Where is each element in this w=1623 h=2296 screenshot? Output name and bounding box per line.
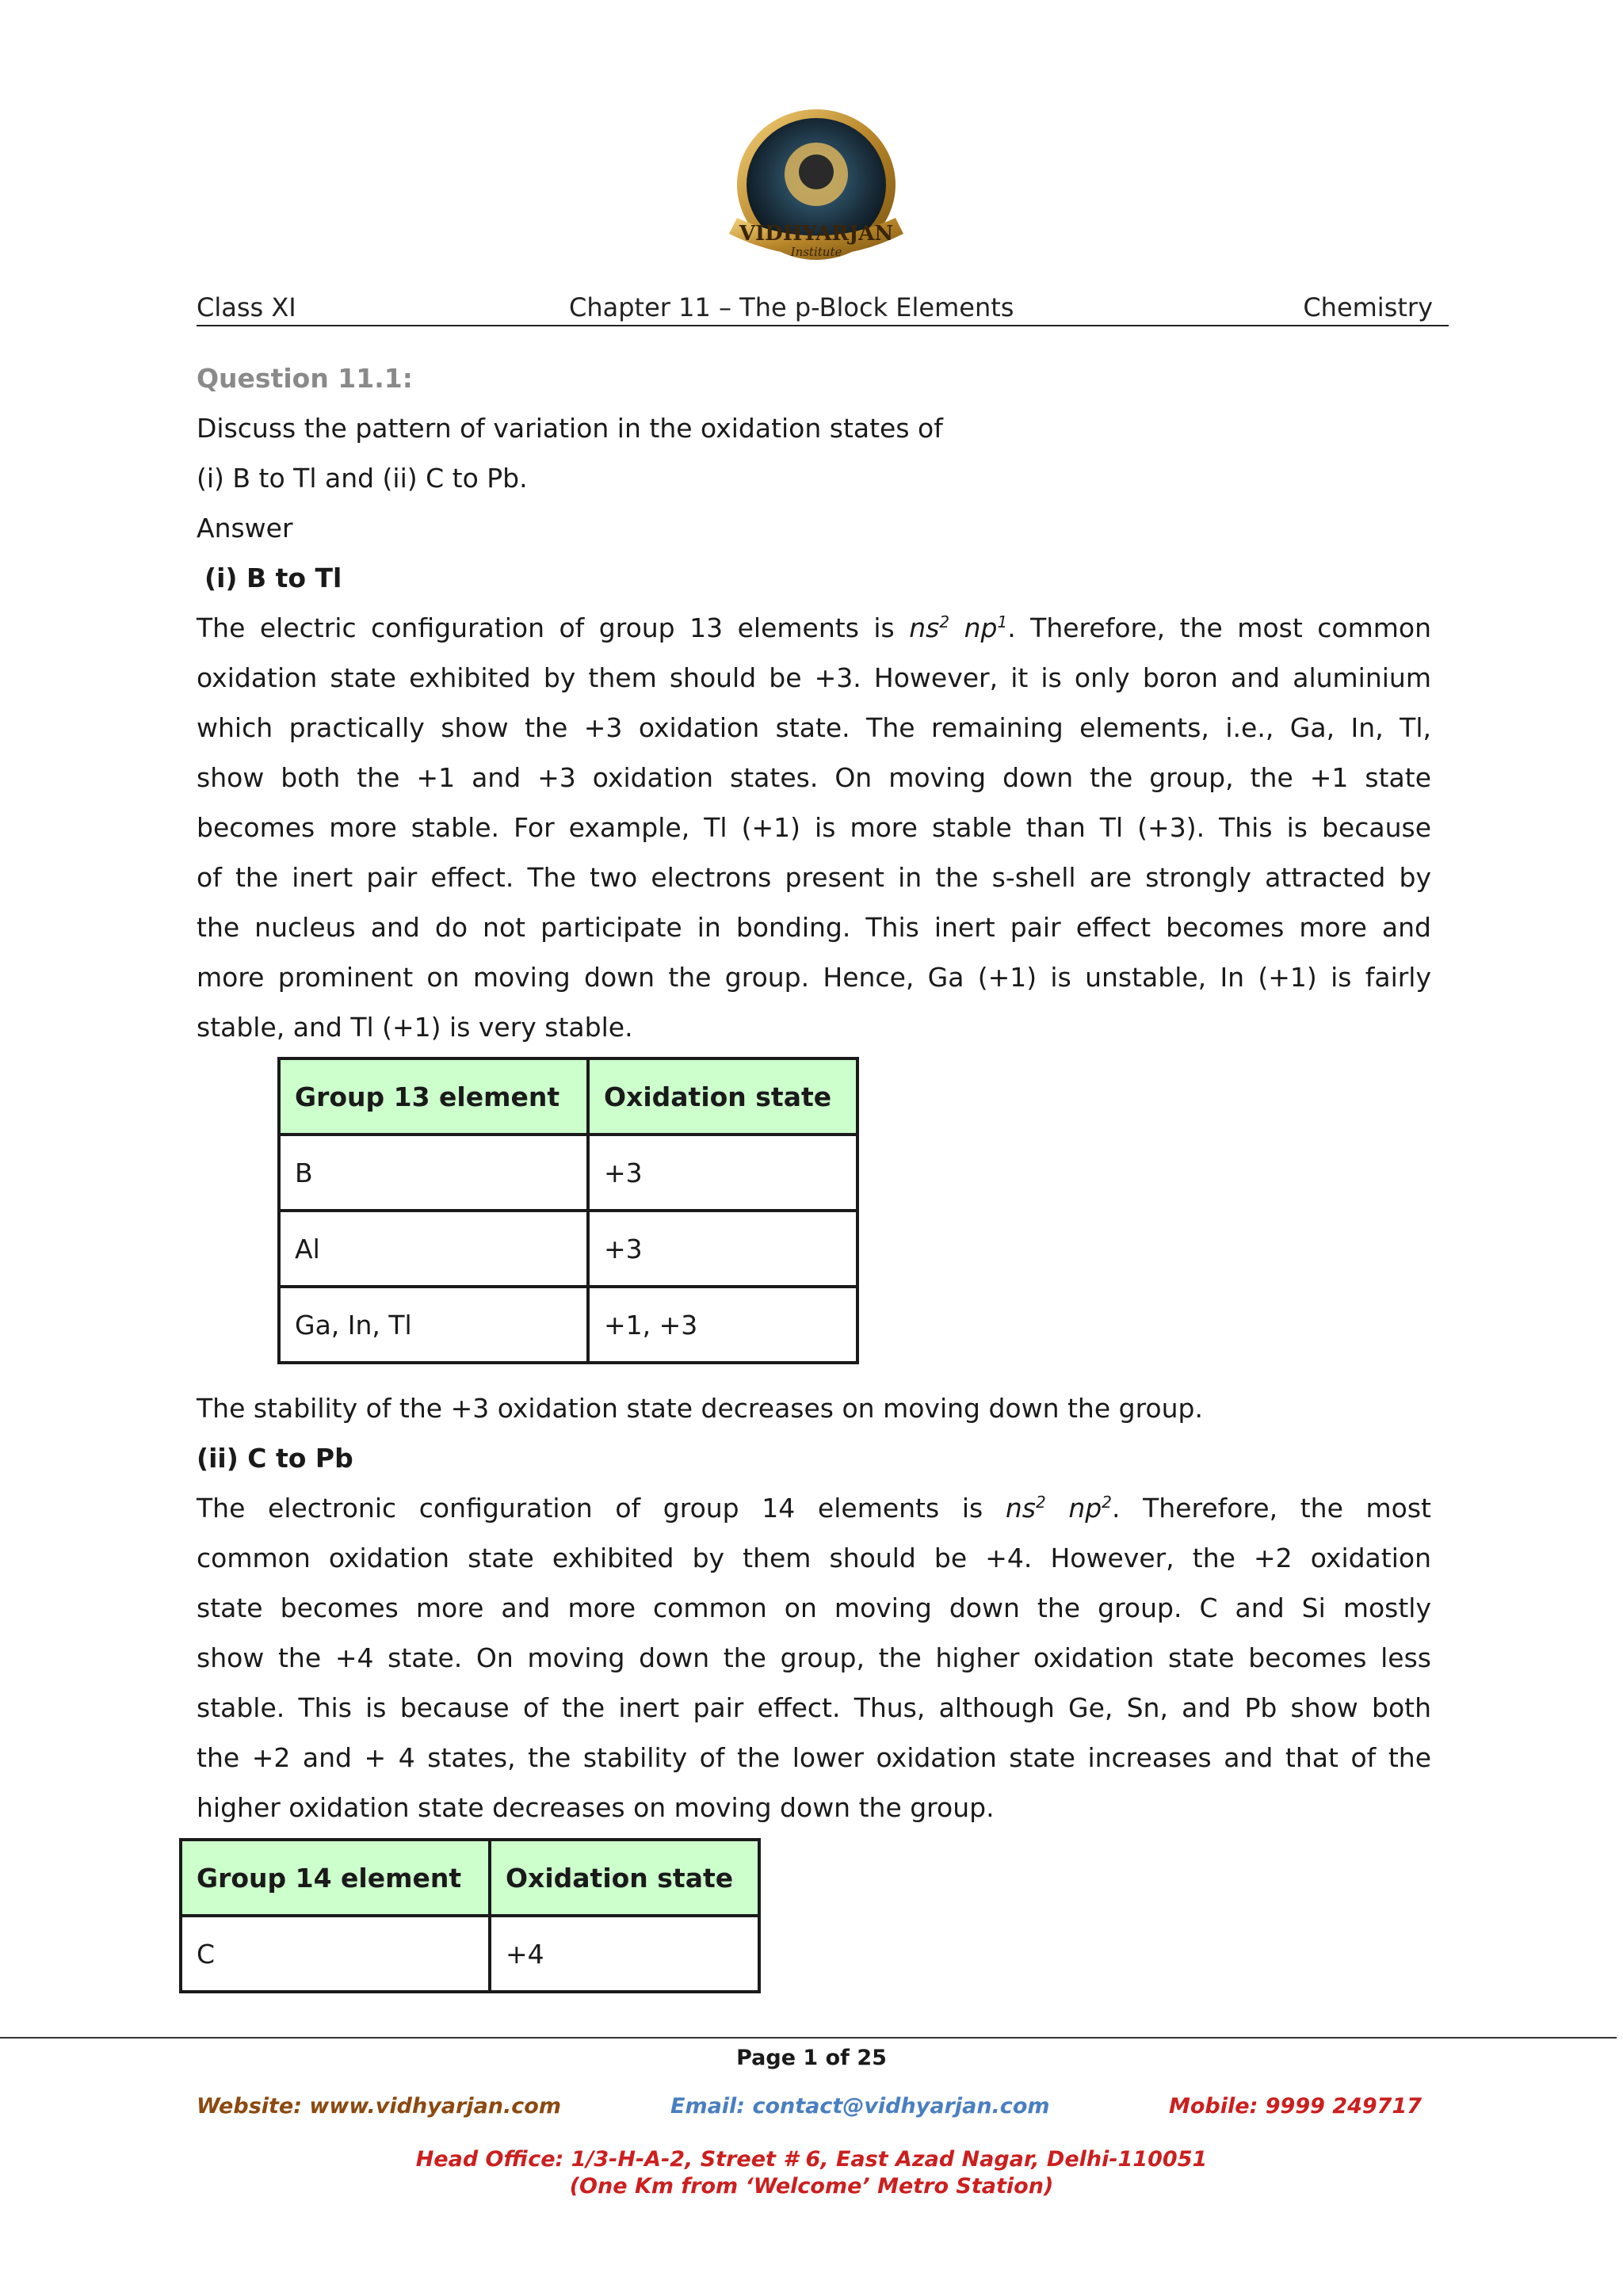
footer-website[interactable]: Website: www.vidhyarjan.com: [197, 2094, 561, 2119]
logo-subtitle: Institute: [790, 245, 842, 259]
part1-line6: of the inert pair effect. The two electrons present in the s-shell are strongly attracted by: [197, 862, 1431, 893]
question-text-line2: (i) B to Tl and (ii) C to Pb.: [197, 463, 528, 494]
logo-name: VIDHYARJAN: [739, 222, 894, 246]
institute-logo: [709, 107, 923, 285]
part2-line3: state becomes more and more common on moving down the group. C and Si mostly: [197, 1592, 1431, 1623]
page-number: Page 1 of 25: [736, 2046, 887, 2070]
table-row: [279, 1287, 857, 1363]
table-header-row: [279, 1058, 857, 1135]
part1-line8: more prominent on moving down the group. Hence, Ga (+1) is unstable, In (+1) is fairly: [197, 962, 1431, 993]
table-header-row: [181, 1840, 759, 1916]
part1-line2: oxidation state exhibited by them should be +3. However, it is only boron and aluminium: [197, 662, 1431, 693]
part1-line7: the nucleus and do not participate in bonding. This inert pair effect becomes more and: [197, 912, 1431, 943]
table-cell: B: [279, 1135, 588, 1211]
part1-line3: which practically show the +3 oxidation state. The remaining elements, i.e., Ga, In, Tl,: [197, 712, 1431, 743]
table-cell: +4: [490, 1916, 759, 1992]
header-divider: [197, 325, 1449, 326]
part1-line5: becomes more stable. For example, Tl (+1) is more stable than Tl (+3). This is because: [197, 812, 1431, 843]
table-cell: +3: [588, 1135, 857, 1211]
table-cell: Al: [279, 1211, 588, 1287]
header-class: Class XI: [197, 292, 296, 322]
part2-line5: stable. This is because of the inert pair effect. Thus, although Ge, Sn, and Pb show both: [197, 1692, 1431, 1723]
table-cell: Ga, In, Tl: [279, 1287, 588, 1363]
header-chapter: Chapter 11 – The p-Block Elements: [569, 292, 1014, 322]
table-header-cell: Oxidation state: [588, 1058, 857, 1135]
table-cell: +1, +3: [588, 1287, 857, 1363]
part2-line1: The electronic configuration of group 14 elements is $ns^2$ $np^2$. Therefore, the most: [197, 1493, 1431, 1524]
header-subject: Chemistry: [1303, 292, 1433, 322]
question-label: Question 11.1:: [197, 363, 413, 394]
table-row: [279, 1211, 857, 1287]
footer-email[interactable]: Email: contact@vidhyarjan.com: [670, 2094, 1050, 2119]
part1-line4: show both the +1 and +3 oxidation states. On moving down the group, the +1 state: [197, 762, 1431, 793]
footer-office: Head Office: 1/3-H-A-2, Street # 6, East Azad Nagar, Delhi-110051: [415, 2147, 1208, 2172]
answer-label: Answer: [197, 513, 293, 543]
table-row: [181, 1916, 759, 1992]
part1-after-text: The stability of the +3 oxidation state decreases on moving down the group.: [197, 1393, 1203, 1424]
part1-heading: (i) B to Tl: [204, 563, 342, 593]
table-row: [279, 1135, 857, 1211]
part2-line6: the +2 and + 4 states, the stability of the lower oxidation state increases and that of the: [197, 1742, 1431, 1773]
table-header-cell: Group 14 element: [181, 1840, 490, 1916]
question-text-line1: Discuss the pattern of variation in the oxidation states of: [197, 413, 943, 444]
group13-table: [277, 1057, 859, 1364]
table-header-cell: Oxidation state: [490, 1840, 759, 1916]
part2-line2: common oxidation state exhibited by them should be +4. However, the +2 oxidation: [197, 1543, 1431, 1573]
part2-line4: show the +4 state. On moving down the group, the higher oxidation state becomes less: [197, 1642, 1431, 1673]
footer-landmark: (One Km from ‘Welcome’ Metro Station): [569, 2174, 1054, 2199]
table-header-cell: Group 13 element: [279, 1058, 588, 1135]
footer-divider: [0, 2037, 1617, 2039]
part1-line9: stable, and Tl (+1) is very stable.: [197, 1012, 633, 1043]
part2-line7: higher oxidation state decreases on moving down the group.: [197, 1792, 995, 1823]
footer-mobile: Mobile: 9999 249717: [1169, 2094, 1423, 2119]
table-cell: +3: [588, 1211, 857, 1287]
group14-table: [179, 1838, 761, 1993]
part2-heading: (ii) C to Pb: [197, 1443, 353, 1474]
table-cell: C: [181, 1916, 490, 1992]
part1-line1: The electric configuration of group 13 elements is $ns^2$ $np^1$. Therefore, the most common: [197, 612, 1431, 643]
